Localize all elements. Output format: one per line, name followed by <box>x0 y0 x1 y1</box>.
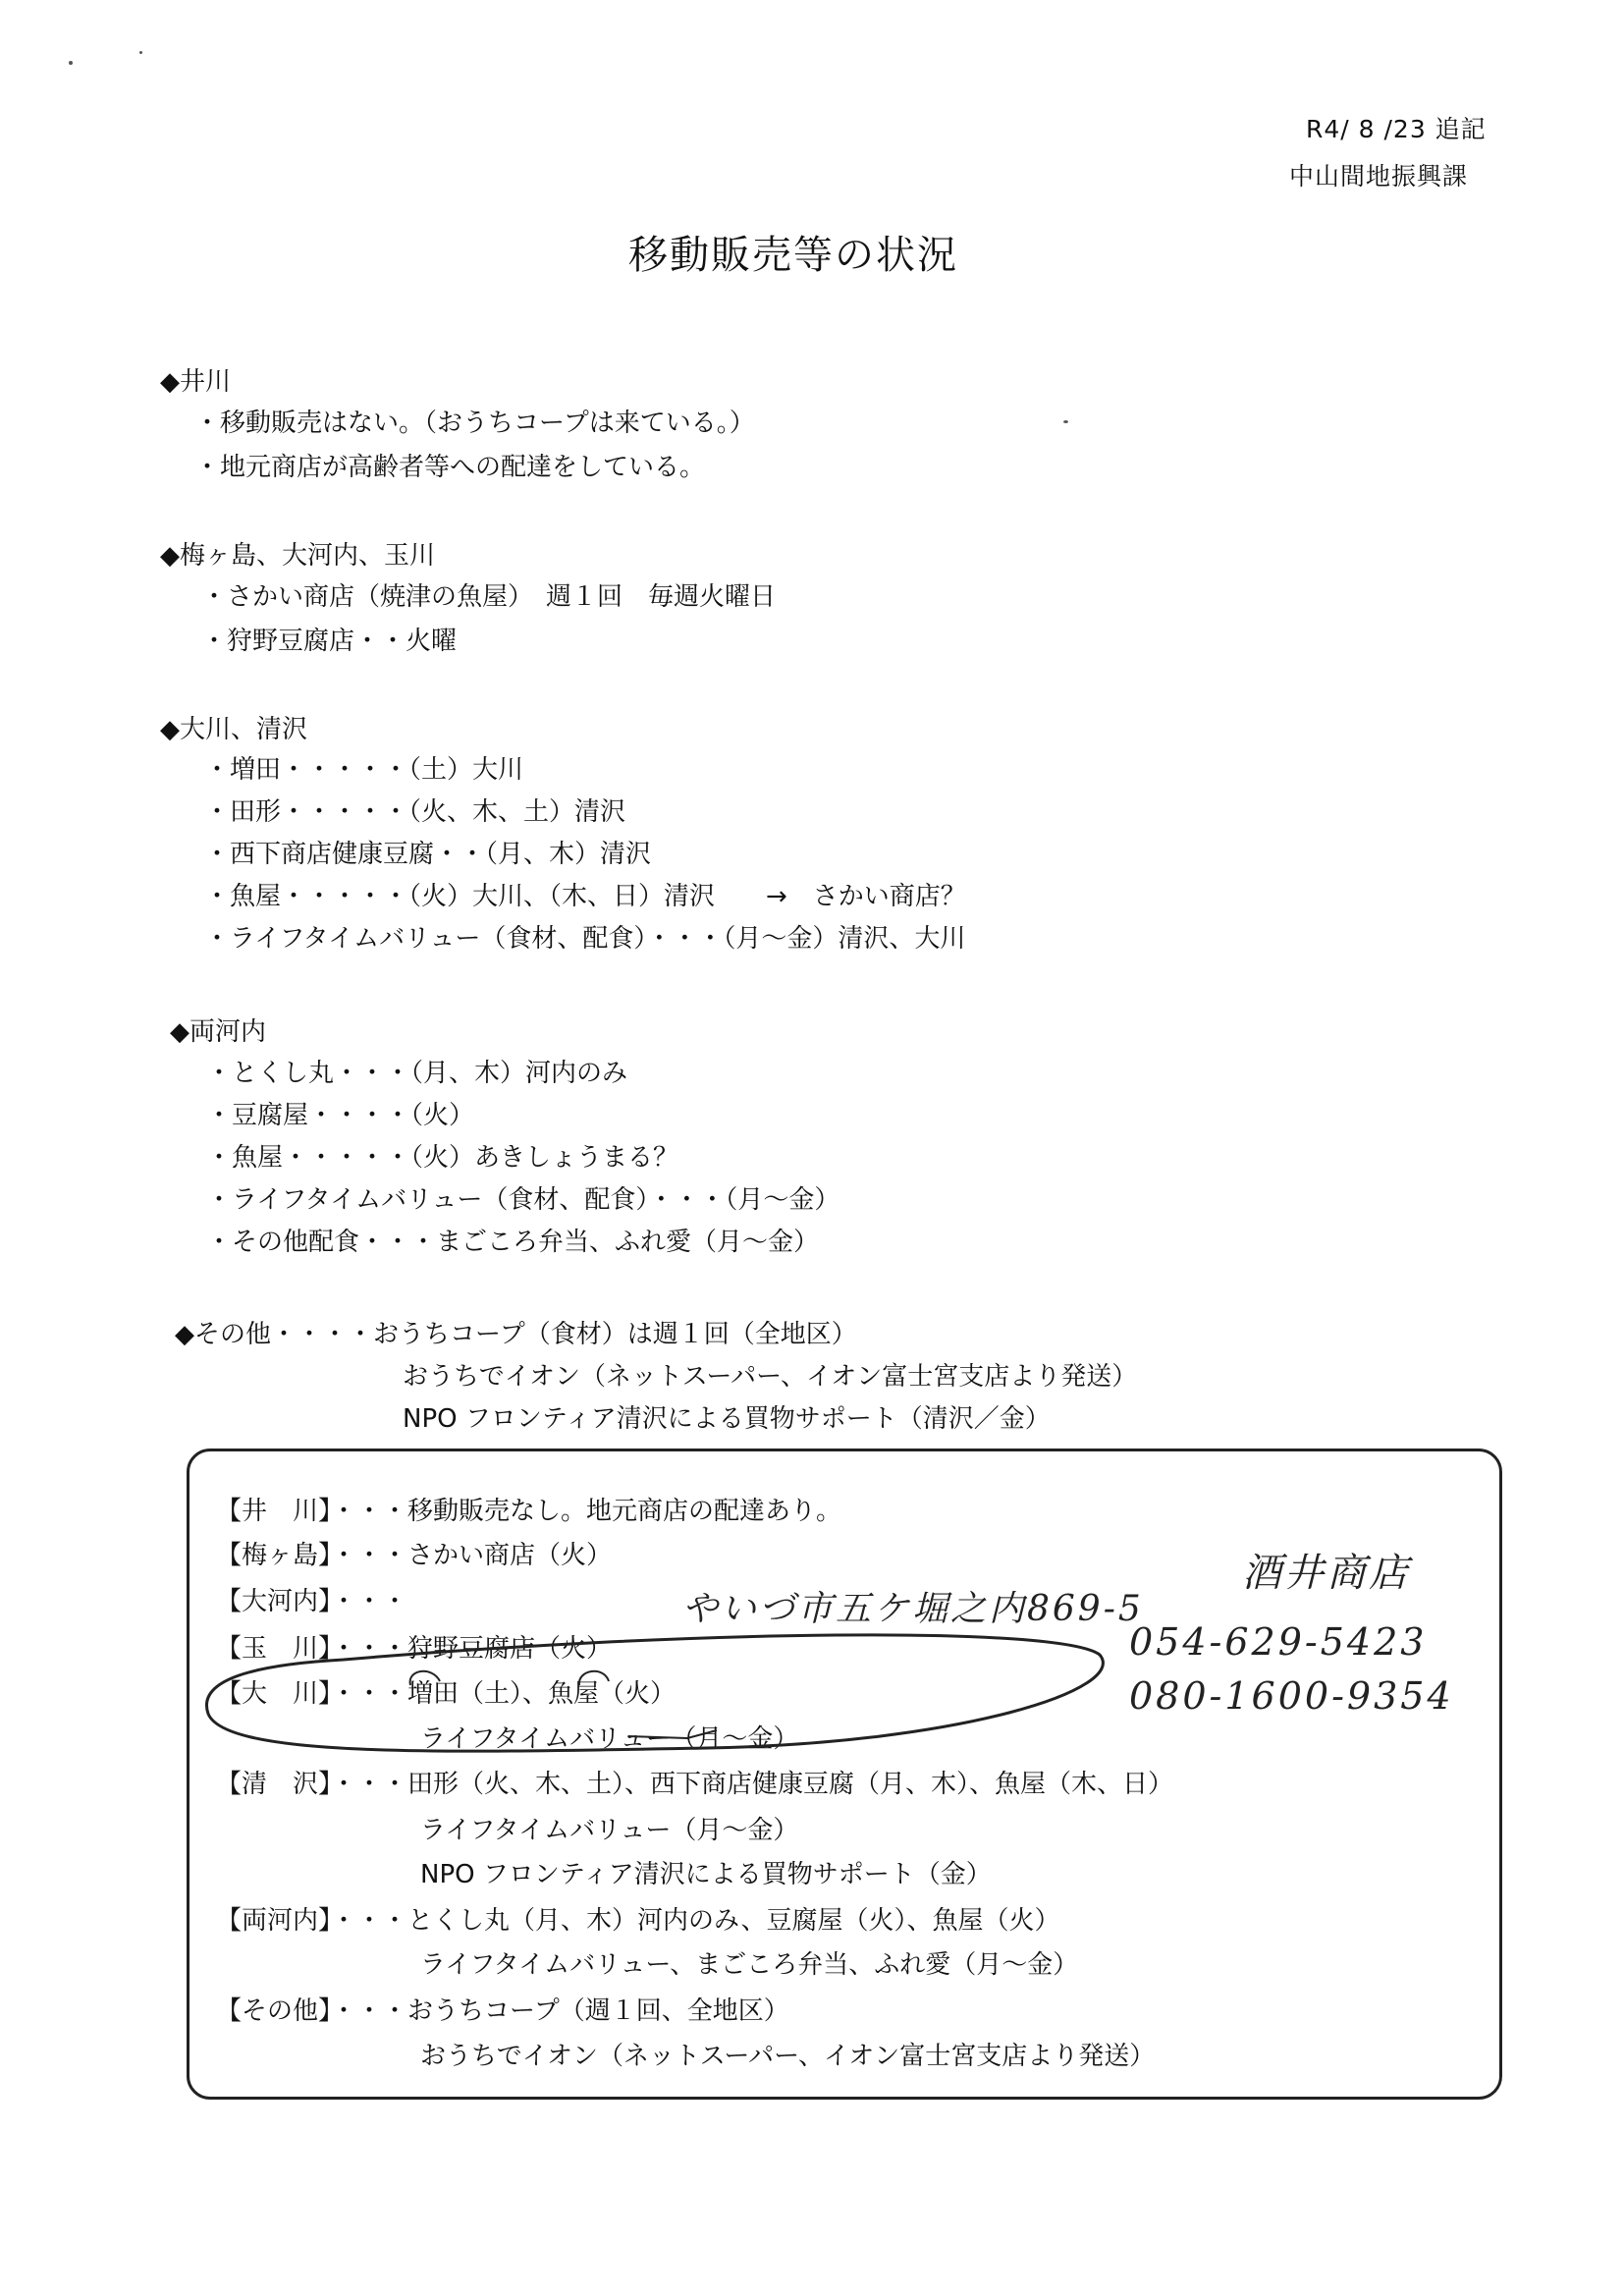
other-heading: ◆その他・・・・おうちコープ（食材）は週１回（全地区） <box>175 1320 857 1349</box>
list-item: ・豆腐屋・・・・（火） <box>206 1101 475 1130</box>
list-item: ・狩野豆腐店・・火曜 <box>201 627 458 656</box>
section-heading-ryokochi: ◆両河内 <box>170 1017 266 1047</box>
department-name: 中山間地振興課 <box>1289 162 1469 191</box>
scan-speck <box>1063 420 1068 423</box>
handwritten-address: やいづ市五ケ堀之内869-5 <box>682 1589 1144 1629</box>
date-note: R4/ 8 /23 追記 <box>1306 115 1487 143</box>
section-heading-umegashima: ◆梅ヶ島、大河内、玉川 <box>160 541 435 571</box>
handwritten-phone-1: 054-629-5423 <box>1129 1620 1428 1664</box>
list-item: ・増田・・・・・（土）大川 <box>204 755 524 785</box>
summary-line: 【梅ヶ島】・・・さかい商店（火） <box>216 1541 613 1570</box>
list-item: ・さかい商店（焼津の魚屋） 週１回 毎週火曜日 <box>201 582 777 612</box>
list-item: ・田形・・・・・（火、木、土）清沢 <box>204 797 626 827</box>
summary-line: 【大河内】・・・ <box>216 1587 408 1616</box>
summary-line: ライフタイムバリュー（月～金） <box>216 1816 799 1845</box>
list-item: ・魚屋・・・・・（火）大川、（木、日）清沢 → さかい商店？ <box>204 882 966 911</box>
list-item: ・ライフタイムバリュー（食材、配食）・・・（月～金）清沢、大川 <box>204 924 966 954</box>
list-item: ・魚屋・・・・・（火）あきしょうまる？ <box>206 1143 679 1173</box>
list-item: ・ライフタイムバリュー（食材、配食）・・・（月～金） <box>206 1185 840 1215</box>
handwritten-shop-name: 酒井商店 <box>1242 1551 1411 1596</box>
scan-speck <box>139 51 142 54</box>
summary-line: 【清 沢】・・・田形（火、木、土）、西下商店健康豆腐（月、木）、魚屋（木、日） <box>216 1770 1174 1799</box>
other-line: おうちでイオン（ネットスーパー、イオン富士宮支店より発送） <box>403 1362 1138 1392</box>
summary-line: ライフタイムバリュー、まごころ弁当、ふれ愛（月～金） <box>216 1950 1079 1980</box>
list-item: ・地元商店が高齢者等への配達をしている。 <box>194 453 706 482</box>
page-title: 移動販売等の状況 <box>628 233 958 278</box>
summary-line: 【両河内】・・・とくし丸（月、木）河内のみ、豆腐屋（火）、魚屋（火） <box>216 1906 1060 1936</box>
handwritten-phone-2: 080-1600-9354 <box>1129 1674 1454 1718</box>
section-heading-okawa: ◆大川、清沢 <box>160 715 307 744</box>
summary-line: おうちでイオン（ネットスーパー、イオン富士宮支店より発送） <box>216 2042 1156 2071</box>
list-item: ・移動販売はない。（おうちコープは来ている。） <box>194 409 755 438</box>
list-item: ・西下商店健康豆腐・・（月、木）清沢 <box>204 840 652 869</box>
summary-line: NPO フロンティア清沢による買物サポート（金） <box>216 1860 992 1889</box>
other-line: NPO フロンティア清沢による買物サポート（清沢／金） <box>403 1404 1051 1434</box>
scan-speck <box>69 61 73 65</box>
summary-line: 【玉 川】・・・狩野豆腐店（火） <box>216 1634 613 1664</box>
summary-line: 【井 川】・・・移動販売なし。地元商店の配達あり。 <box>216 1497 842 1526</box>
section-heading-ikawa: ◆井川 <box>160 367 231 397</box>
list-item: ・とくし丸・・・（月、木）河内のみ <box>206 1059 628 1088</box>
summary-line: 【その他】・・・おうちコープ（週１回、全地区） <box>216 1996 789 2026</box>
list-item: ・その他配食・・・まごころ弁当、ふれ愛（月～金） <box>206 1228 820 1257</box>
summary-line: 【大 川】・・・増田（土）、魚屋（火） <box>216 1679 677 1709</box>
summary-line: ライフタイムバリュー（月～金） <box>216 1724 799 1754</box>
